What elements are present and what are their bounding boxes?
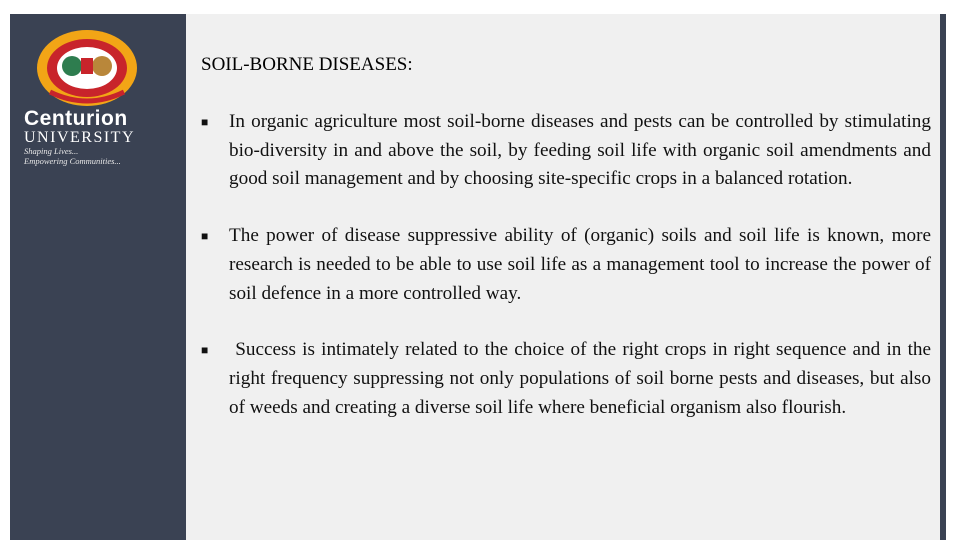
bullet-list <box>201 108 936 422</box>
logo-name-line1: Centurion <box>24 107 128 130</box>
bullet-item <box>201 108 931 194</box>
bullet-item <box>201 336 936 422</box>
square-bullet-icon: ■ <box>201 343 209 358</box>
square-bullet-icon: ■ <box>201 115 209 129</box>
logo-tagline-2: Empowering Communities... <box>24 156 121 166</box>
bullet-text: In organic agriculture most soil-borne diseases and pests can be controlled by stimulating bio-diversity in and above the soil, by feeding soil life with organic soil amendments and good soil management and by choosing site-specific crops in a balanced rotation. <box>229 111 931 190</box>
logo-name-line2: UNIVERSITY <box>24 129 135 146</box>
slide-title: SOIL-BORNE DISEASES: <box>201 54 413 75</box>
bullet-item <box>201 222 931 308</box>
bullet-text: The power of disease suppressive ability of (organic) soils and soil life is known, more research is needed to be able to use soil life as a management tool to increase the power of soil defence in a more controlled way. <box>229 225 931 304</box>
square-bullet-icon: ■ <box>201 229 209 244</box>
logo-wordmark <box>24 108 174 166</box>
logo-tagline-1: Shaping Lives... <box>24 146 79 156</box>
bullet-text: Success is intimately related to the choice of the right crops in right sequence and in the right frequency suppressing not only populations of soil borne pests and diseases, but also of weeds and creating a diverse soil life where beneficial organism also flourish. <box>229 339 936 418</box>
right-edge-bar <box>940 14 946 540</box>
logo-emblem-icon <box>32 28 142 108</box>
university-logo <box>24 28 174 168</box>
